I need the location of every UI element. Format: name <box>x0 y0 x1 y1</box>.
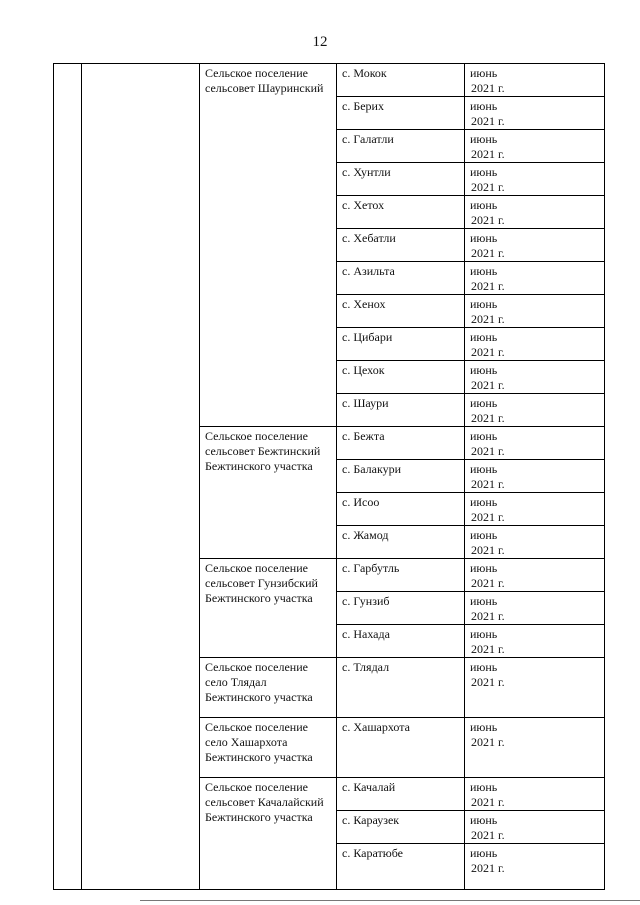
deadline-month: июнь <box>470 813 498 827</box>
table-row <box>54 64 605 97</box>
deadline-year: 2021 г. <box>471 510 505 524</box>
deadline-month: июнь <box>470 231 498 245</box>
deadline-cell <box>465 460 605 493</box>
deadline-year: 2021 г. <box>471 543 505 557</box>
deadline-month: июнь <box>470 198 498 212</box>
district-column <box>82 64 200 890</box>
deadline-month: июнь <box>470 132 498 146</box>
deadline-year: 2021 г. <box>471 147 505 161</box>
deadline-year: 2021 г. <box>471 576 505 590</box>
deadline-year: 2021 г. <box>471 378 505 392</box>
deadline-cell <box>465 844 605 890</box>
deadline-month: июнь <box>470 561 498 575</box>
village-name: с. Гунзиб <box>337 592 465 625</box>
deadline-year: 2021 г. <box>471 795 505 809</box>
deadline-cell <box>465 163 605 196</box>
village-name: с. Хебатли <box>337 229 465 262</box>
village-name: с. Жамод <box>337 526 465 559</box>
deadline-year: 2021 г. <box>471 642 505 656</box>
deadline-year: 2021 г. <box>471 312 505 326</box>
page-edge-line <box>140 900 640 901</box>
deadline-month: июнь <box>470 594 498 608</box>
deadline-month: июнь <box>470 462 498 476</box>
deadline-year: 2021 г. <box>471 114 505 128</box>
deadline-month: июнь <box>470 297 498 311</box>
village-name: с. Балакури <box>337 460 465 493</box>
deadline-year: 2021 г. <box>471 213 505 227</box>
village-name: с. Гарбутль <box>337 559 465 592</box>
deadline-cell <box>465 64 605 97</box>
village-name: с. Хетох <box>337 196 465 229</box>
deadline-cell <box>465 811 605 844</box>
village-name: с. Мокок <box>337 64 465 97</box>
page-number: 12 <box>312 34 328 50</box>
deadline-year: 2021 г. <box>471 444 505 458</box>
village-name: с. Хашархота <box>337 718 465 778</box>
deadline-year: 2021 г. <box>471 861 505 875</box>
deadline-cell <box>465 559 605 592</box>
deadline-cell <box>465 196 605 229</box>
deadline-month: июнь <box>470 720 498 734</box>
deadline-cell <box>465 229 605 262</box>
number-column <box>54 64 82 890</box>
deadline-cell <box>465 526 605 559</box>
deadline-month: июнь <box>470 660 498 674</box>
deadline-year: 2021 г. <box>471 411 505 425</box>
deadline-cell <box>465 97 605 130</box>
settlement-name: Сельское поселение сельсовет Бежтинский Бежтинского участка <box>200 427 337 559</box>
deadline-year: 2021 г. <box>471 246 505 260</box>
village-name: с. Тлядал <box>337 658 465 718</box>
deadline-year: 2021 г. <box>471 279 505 293</box>
village-name: с. Бежта <box>337 427 465 460</box>
deadline-cell <box>465 493 605 526</box>
deadline-cell <box>465 361 605 394</box>
deadline-cell <box>465 394 605 427</box>
village-name: с. Шаури <box>337 394 465 427</box>
village-name: с. Галатли <box>337 130 465 163</box>
deadline-cell <box>465 295 605 328</box>
settlements-table <box>53 63 605 890</box>
deadline-cell <box>465 427 605 460</box>
village-name: с. Нахада <box>337 625 465 658</box>
deadline-cell <box>465 262 605 295</box>
deadline-month: июнь <box>470 627 498 641</box>
deadline-month: июнь <box>470 99 498 113</box>
deadline-month: июнь <box>470 846 498 860</box>
settlements-table-body <box>54 64 605 890</box>
deadline-year: 2021 г. <box>471 345 505 359</box>
village-name: с. Цехок <box>337 361 465 394</box>
settlement-name: Сельское поселение сельсовет Качалайский Бежтинского участка <box>200 778 337 890</box>
deadline-year: 2021 г. <box>471 675 505 689</box>
village-name: с. Хунтли <box>337 163 465 196</box>
deadline-cell <box>465 778 605 811</box>
deadline-year: 2021 г. <box>471 477 505 491</box>
deadline-month: июнь <box>470 780 498 794</box>
deadline-month: июнь <box>470 165 498 179</box>
deadline-cell <box>465 718 605 778</box>
deadline-month: июнь <box>470 264 498 278</box>
deadline-month: июнь <box>470 429 498 443</box>
deadline-month: июнь <box>470 66 498 80</box>
village-name: с. Караузек <box>337 811 465 844</box>
village-name: с. Берих <box>337 97 465 130</box>
deadline-cell <box>465 658 605 718</box>
deadline-cell <box>465 592 605 625</box>
deadline-cell <box>465 625 605 658</box>
deadline-year: 2021 г. <box>471 180 505 194</box>
deadline-year: 2021 г. <box>471 609 505 623</box>
village-name: с. Исоо <box>337 493 465 526</box>
deadline-year: 2021 г. <box>471 735 505 749</box>
settlement-name: Сельское поселение село Хашархота Бежтинского участка <box>200 718 337 778</box>
village-name: с. Качалай <box>337 778 465 811</box>
deadline-month: июнь <box>470 495 498 509</box>
deadline-year: 2021 г. <box>471 828 505 842</box>
deadline-cell <box>465 130 605 163</box>
deadline-month: июнь <box>470 330 498 344</box>
village-name: с. Хенох <box>337 295 465 328</box>
settlement-name: Сельское поселение сельсовет Шауринский <box>200 64 337 427</box>
deadline-month: июнь <box>470 396 498 410</box>
deadline-month: июнь <box>470 363 498 377</box>
village-name: с. Азильта <box>337 262 465 295</box>
village-name: с. Каратюбе <box>337 844 465 890</box>
village-name: с. Цибари <box>337 328 465 361</box>
deadline-cell <box>465 328 605 361</box>
settlement-name: Сельское поселение село Тлядал Бежтинского участка <box>200 658 337 718</box>
settlement-name: Сельское поселение сельсовет Гунзибский Бежтинского участка <box>200 559 337 658</box>
deadline-month: июнь <box>470 528 498 542</box>
deadline-year: 2021 г. <box>471 81 505 95</box>
